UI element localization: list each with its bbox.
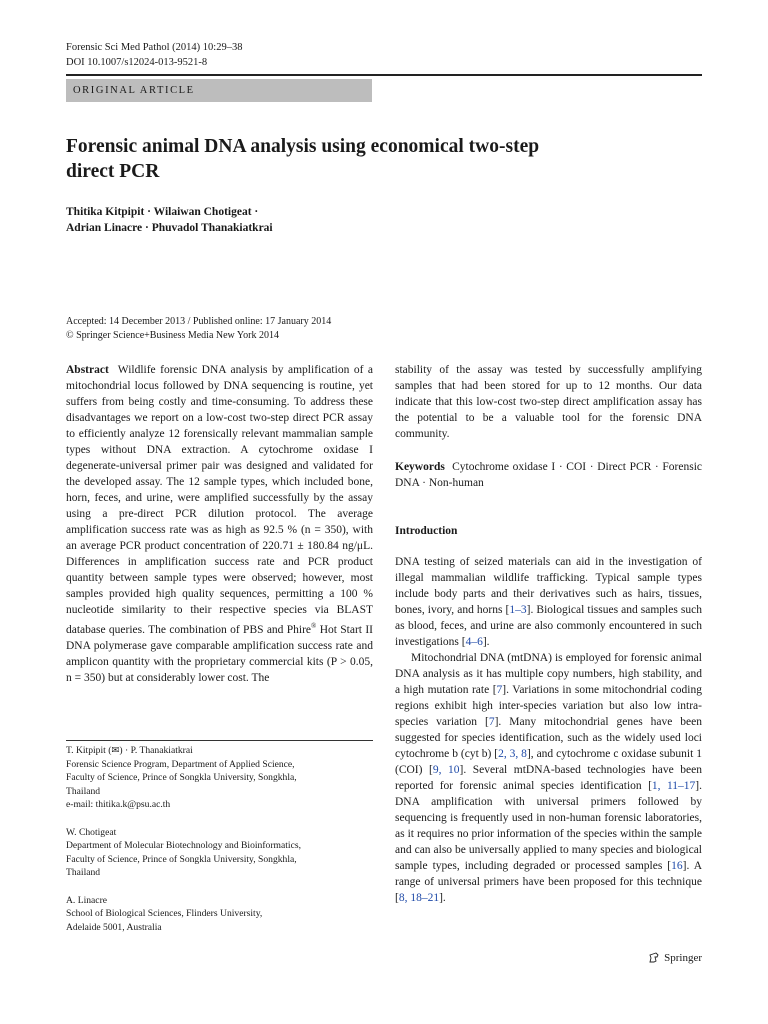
registered-mark: ® [311, 622, 317, 630]
affiliation-rule [66, 740, 373, 741]
body-text: ]. DNA amplification with universal primers followed by sequencing is frequently used in non-human forensic laboratories, as it requires no prior information of the species within the sample and can also be universally applied to many species and biological sample types, including degraded or processed samples [ [395, 780, 703, 872]
body-text: ]. Several mtDNA-based technologies have been reported for forensic animal species identification [ [395, 764, 703, 792]
citation-link[interactable]: 2, 3, 8 [498, 748, 527, 760]
header-rule [66, 74, 702, 76]
citation-link[interactable]: 7 [488, 716, 495, 728]
affiliation-line: School of Biological Sciences, Flinders University, [66, 908, 263, 919]
affiliation-entry [66, 744, 373, 812]
dates-line: Accepted: 14 December 2013 / Published online: 17 January 2014 [66, 316, 332, 327]
authors-line: Adrian Linacre · Phuvadol Thanakiatkrai [66, 222, 273, 234]
affiliation-line: Faculty of Science, Prince of Songkla University, Songkhla, [66, 772, 297, 783]
publisher-footer [648, 952, 702, 964]
citation-link[interactable]: 9, 10 [432, 764, 460, 776]
affiliation-line: A. Linacre [66, 894, 108, 906]
springer-horse-icon [648, 952, 660, 964]
keywords-text: Cytochrome oxidase I · COI · Direct PCR · Forensic DNA · Non-human [395, 461, 703, 489]
affiliation-line: Thailand [66, 785, 101, 797]
body-text: ]. Many mitochondrial genes have been suggested for species identification, such as the widely used loci cytochrome b (cyt b) [ [395, 716, 702, 760]
copyright-line: © Springer Science+Business Media New York 2014 [66, 330, 279, 341]
abstract-text-cont: Hot Start II DNA polymerase gave comparable amplification success rate and amplicon quantity with the proprietary commercial kits (P > 0.05, n = 350) but at considerably lower cost. The [66, 623, 373, 684]
affiliation-line: T. Kitpipit (✉) · P. Thanakiatkrai [66, 745, 193, 756]
abstract-paragraph [66, 362, 373, 686]
right-column [395, 362, 702, 906]
article-title [66, 134, 686, 184]
affiliation-entry [66, 826, 373, 880]
publisher-name: Springer [664, 952, 702, 964]
citation-link[interactable]: 7 [496, 684, 503, 696]
publication-dates [66, 315, 466, 343]
citation-link[interactable]: 1, 11–17 [651, 780, 696, 792]
affiliation-line: Adelaide 5001, Australia [66, 921, 162, 933]
citation-link[interactable]: 4–6 [465, 636, 483, 648]
article-type-banner: ORIGINAL ARTICLE [66, 79, 372, 102]
body-text: Mitochondrial DNA (mtDNA) is employed for forensic animal DNA analysis as it has multiple copy numbers, high stability, and a high mutation rate [ [395, 652, 702, 696]
abstract-text: Wildlife forensic DNA analysis by amplification of a mitochondrial locus followed by DNA sequencing is routine, yet suffers from being costly and time-consuming. To address these disadvantages we report on a low-cost two-step direct PCR assay to efficiently analyze 12 forensically relevant mammalian sample types without DNA extraction. A cytochrome oxidase I degenerate-universal primer pair was designed and validated for the developed assay. The 12 sample types, which included bone, horn, feces, and urine, were amplified successfully by the assay using a pre-direct PCR dilution protocol. The average amplification success rate was as high as 92.5 % (n = 350), with an average PCR product concentration of 220.71 ± 180.84 ng/μL. Differences in amplification success rate and PCR product quantity between sample types were observed; however, most samples provided high quality sequences, permitting a 100 % nucleotide similarity to their respective species via BLAST database queries. The combination of PBS and Phire [66, 364, 373, 636]
keywords-label: Keywords [395, 461, 445, 473]
authors-line: Thitika Kitpipit · Wilaiwan Chotigeat · [66, 206, 259, 218]
citation-link[interactable]: 16 [671, 860, 683, 872]
abstract-block [66, 362, 373, 686]
title-line: Forensic animal DNA analysis using economical two-step [66, 136, 540, 157]
body-text: ]. [439, 892, 446, 904]
affiliation-line: Department of Molecular Biotechnology and Bioinformatics, [66, 840, 301, 851]
body-text: ], and cytochrome c oxidase subunit 1 (COI) [ [395, 748, 702, 776]
affiliation-line: Faculty of Science, Prince of Songkla University, Songkhla, [66, 853, 297, 865]
journal-header [66, 40, 242, 70]
email-link[interactable]: e-mail: thitika.k@psu.ac.th [66, 799, 171, 810]
affiliation-line: Thailand [66, 867, 101, 878]
author-list [66, 204, 666, 236]
abstract-continued: stability of the assay was tested by successfully amplifying samples that had been stored for up to 12 months. Our data indicate that this low-cost two-step direct amplification assay has the potential to be a valuable tool for the forensic DNA community. [395, 364, 702, 440]
citation-link[interactable]: 8, 18–21 [398, 892, 440, 904]
introduction-paragraph [395, 554, 702, 650]
keywords [395, 459, 702, 491]
title-line: direct PCR [66, 161, 160, 182]
citation-link[interactable]: 1–3 [509, 604, 527, 616]
body-text: ]. Biological tissues and samples such as blood, feces, and urine are also commonly encountered in such investigations [ [395, 604, 702, 648]
body-text: ]. [482, 636, 490, 648]
body-text: ]. A range of universal primers have been proposed for this technique [ [395, 860, 703, 904]
affiliations [66, 744, 373, 948]
body-text: DNA testing of seized materials can aid in the investigation of illegal mammalian wildlife trafficking. Typical sample types include body parts and their derivatives such as hairs, tissues, bones, ivory, and horns [ [395, 556, 702, 616]
body-text: ]. Variations in some mitochondrial coding regions exhibit high inter-species variation but also low intra-species variation [ [395, 684, 702, 728]
introduction-heading: Introduction [395, 525, 458, 537]
abstract-label: Abstract [66, 364, 109, 376]
doi[interactable]: DOI 10.1007/s12024-013-9521-8 [66, 57, 208, 68]
affiliation-entry [66, 894, 373, 935]
affiliation-line: W. Chotigeat [66, 826, 117, 838]
affiliation-line: Forensic Science Program, Department of Applied Science, [66, 758, 295, 770]
journal-citation: Forensic Sci Med Pathol (2014) 10:29–38 [66, 42, 243, 53]
introduction-paragraph [395, 650, 702, 906]
